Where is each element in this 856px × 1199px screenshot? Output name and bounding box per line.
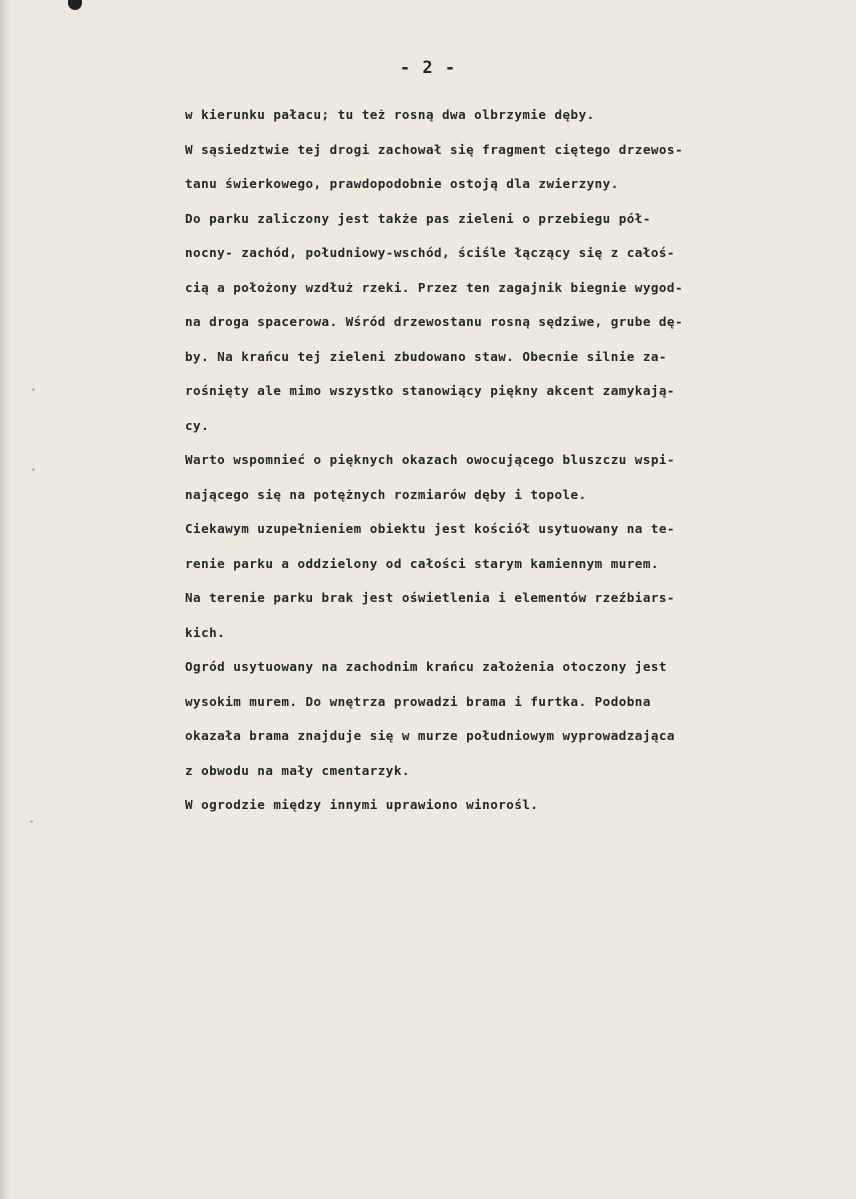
text-line: nającego się na potężnych rozmiarów dęby i topole. bbox=[185, 486, 587, 502]
text-line: z obwodu na mały cmentarzyk. bbox=[185, 762, 410, 778]
text-line: cy. bbox=[185, 417, 210, 433]
text-line: Warto wspomnieć o pięknych okazach owocującego bluszczu wspi- bbox=[185, 452, 675, 467]
text-line: renie parku a oddzielony od całości starym kamiennym murem. bbox=[185, 555, 659, 571]
page-number: - 2 - bbox=[399, 58, 457, 78]
text-line: Do parku zaliczony jest także pas zieleni o przebiegu pół- bbox=[185, 210, 651, 226]
ink-mark bbox=[68, 0, 82, 10]
text-line: kich. bbox=[185, 624, 226, 640]
text-line: nocny- zachód, południowy-wschód, ściśle łączący się z całoś- bbox=[185, 245, 675, 260]
text-line: okazała brama znajduje się w murze południowym wyprowadzająca bbox=[185, 728, 675, 743]
text-line: Ciekawym uzupełnieniem obiektu jest kościół usytuowany na te- bbox=[185, 521, 675, 536]
paper-speck bbox=[32, 388, 35, 391]
text-line: cią a położony wzdłuż rzeki. Przez ten zagajnik biegnie wygod- bbox=[185, 279, 683, 295]
typed-text-body bbox=[185, 104, 845, 829]
text-line: Na terenie parku brak jest oświetlenia i elementów rzeźbiars- bbox=[185, 590, 675, 605]
paper-speck bbox=[30, 820, 33, 823]
text-line: W ogrodzie między innymi uprawiono winorośl. bbox=[185, 797, 539, 812]
text-line: na droga spacerowa. Wśród drzewostanu rosną sędziwe, grube dę- bbox=[185, 314, 683, 329]
text-line: by. Na krańcu tej zieleni zbudowano staw. Obecnie silnie za- bbox=[185, 348, 667, 364]
text-line: Ogród usytuowany na zachodnim krańcu założenia otoczony jest bbox=[185, 659, 667, 674]
text-line: wysokim murem. Do wnętrza prowadzi brama i furtka. Podobna bbox=[185, 693, 651, 709]
paper-speck bbox=[32, 468, 35, 471]
page-edge-shadow bbox=[0, 0, 10, 1199]
text-line: rośnięty ale mimo wszystko stanowiący piękny akcent zamykają- bbox=[185, 383, 675, 398]
text-line: w kierunku pałacu; tu też rosną dwa olbrzymie dęby. bbox=[185, 107, 595, 122]
text-line: W sąsiedztwie tej drogi zachował się fragment ciętego drzewos- bbox=[185, 141, 683, 157]
text-line: tanu świerkowego, prawdopodobnie ostoją dla zwierzyny. bbox=[185, 176, 619, 191]
